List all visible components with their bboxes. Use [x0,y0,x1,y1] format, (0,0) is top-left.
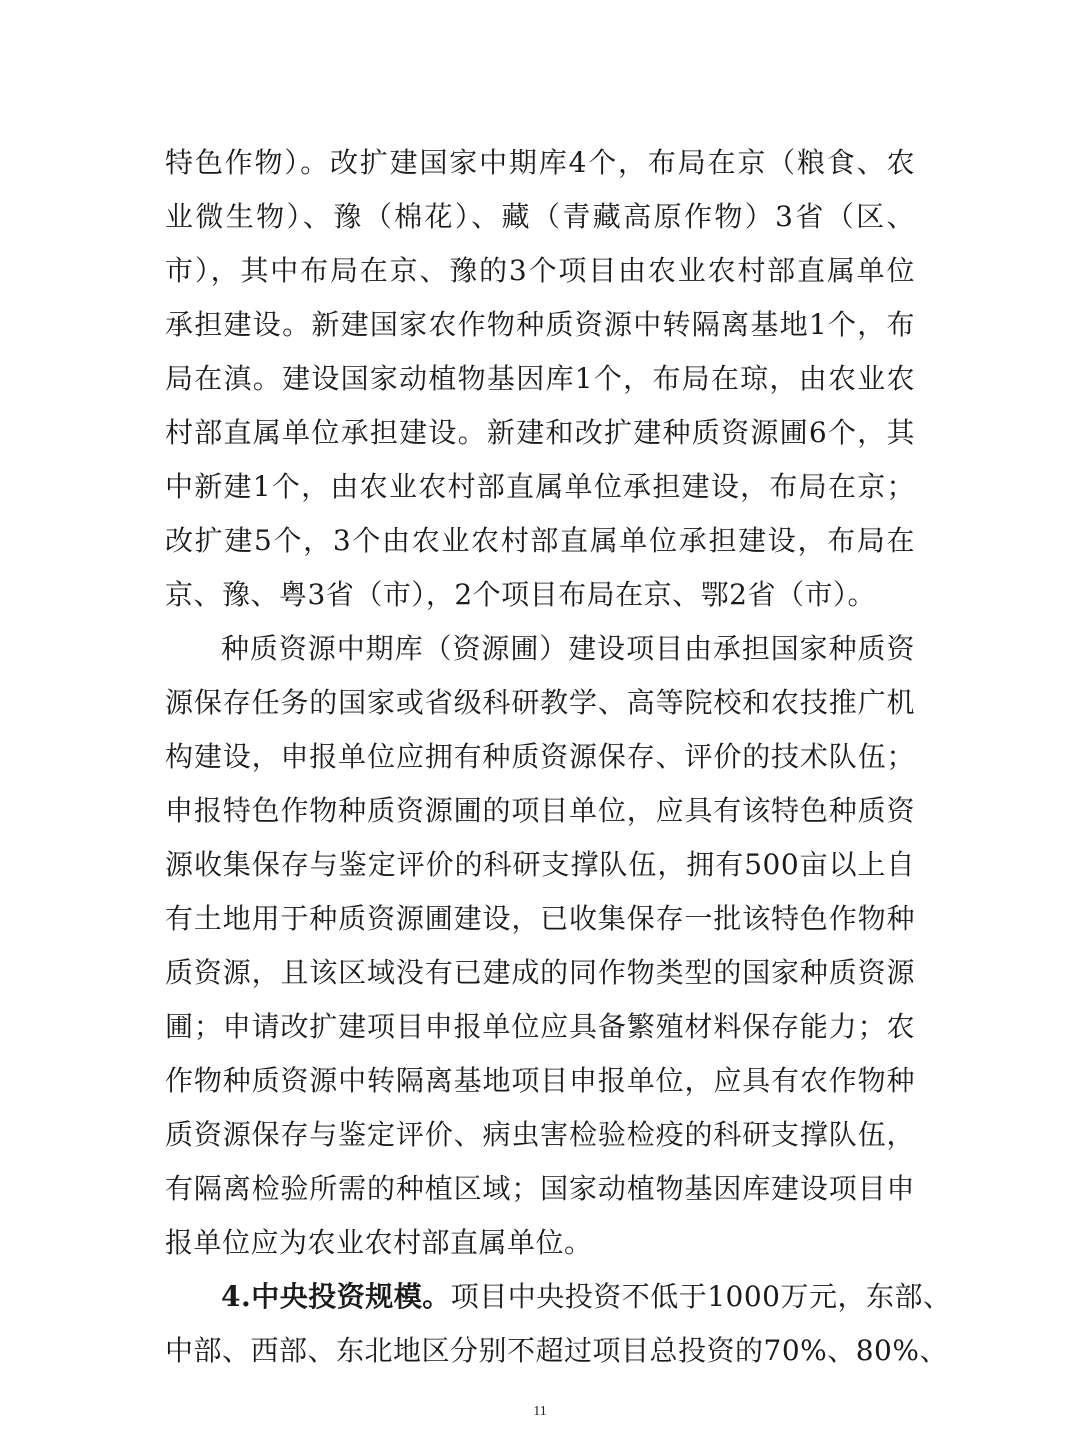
text-line: 业微生物）、豫（棉花）、藏（青藏高原作物）3省（区、 [165,200,915,233]
section-heading: 4.中央投资规模。 [221,1280,451,1313]
text-line: 市），其中布局在京、豫的3个项目由农业农村部直属单位 [165,254,915,287]
text-line: 种质资源中期库（资源圃）建设项目由承担国家种质资 [221,632,915,665]
text-line: 圃；申请改扩建项目申报单位应具备繁殖材料保存能力；农 [165,1010,915,1043]
text-line: 京、豫、粤3省（市），2个项目布局在京、鄂2省（市）。 [165,578,876,611]
paragraph-2 [165,622,915,1270]
paragraph-3 [165,1270,952,1378]
text-line: 质资源保存与鉴定评价、病虫害检验检疫的科研支撑队伍， [165,1118,915,1151]
text-line: 质资源，且该区域没有已建成的同作物类型的国家种质资源 [165,956,915,989]
text-line: 申报特色作物种质资源圃的项目单位，应具有该特色种质资 [165,794,915,827]
text-line: 中部、西部、东北地区分别不超过项目总投资的70%、80%、 [165,1334,948,1367]
text-line [165,1270,952,1324]
text-line: 有土地用于种质资源圃建设，已收集保存一批该特色作物种 [165,902,915,935]
text-line: 局在滇。建设国家动植物基因库1个，布局在琼，由农业农 [165,362,915,395]
text-line: 源收集保存与鉴定评价的科研支撑队伍，拥有500亩以上自 [165,848,915,881]
section-heading-rest: 项目中央投资不低于1000万元，东部、 [450,1280,952,1313]
page-number: 11 [533,1404,547,1419]
text-line: 报单位应为农业农村部直属单位。 [165,1226,593,1259]
paragraph-1 [165,136,915,622]
text-line: 有隔离检验所需的种植区域；国家动植物基因库建设项目申 [165,1172,915,1205]
text-line: 村部直属单位承担建设。新建和改扩建种质资源圃6个，其 [165,416,915,449]
text-line: 作物种质资源中转隔离基地项目申报单位，应具有农作物种 [165,1064,915,1097]
text-line: 改扩建5个，3个由农业农村部直属单位承担建设，布局在 [165,524,915,557]
text-line: 源保存任务的国家或省级科研教学、高等院校和农技推广机 [165,686,915,719]
text-line: 构建设，申报单位应拥有种质资源保存、评价的技术队伍； [165,740,915,773]
body-text [165,136,952,1378]
text-line: 承担建设。新建国家农作物种质资源中转隔离基地1个，布 [165,308,915,341]
text-line: 中新建1个，由农业农村部直属单位承担建设，布局在京； [165,470,915,503]
text-line: 特色作物）。改扩建国家中期库4个，布局在京（粮食、农 [165,146,915,179]
